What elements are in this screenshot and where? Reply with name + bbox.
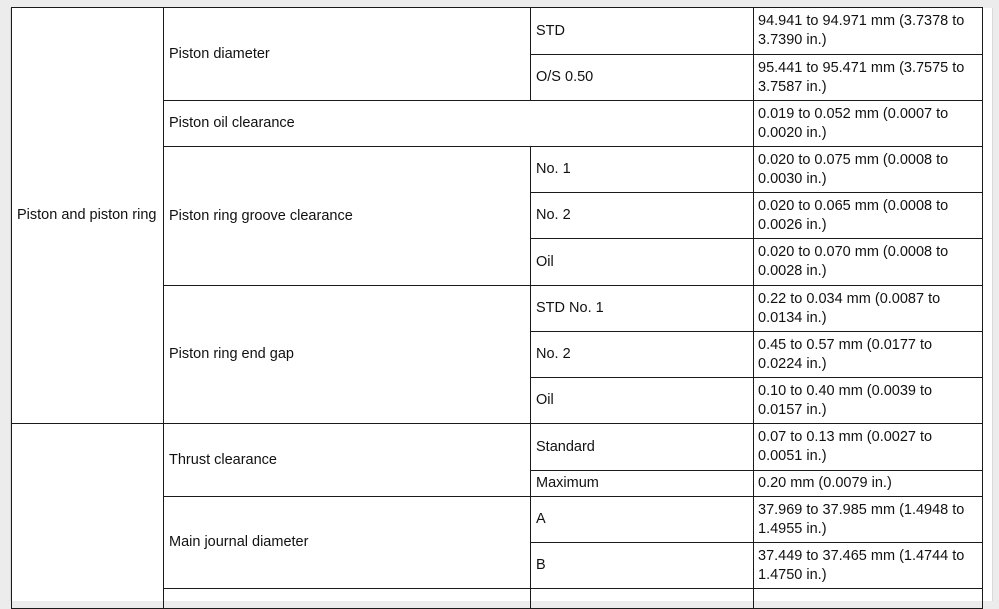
item-cell-empty bbox=[164, 589, 531, 609]
value-cell: 0.10 to 0.40 mm (0.0039 to 0.0157 in.) bbox=[754, 378, 983, 424]
spec-table bbox=[11, 7, 983, 609]
sub-cell: No. 2 bbox=[531, 332, 754, 378]
sub-cell: Oil bbox=[531, 239, 754, 286]
value-cell-empty bbox=[754, 589, 983, 609]
value-cell: 0.07 to 0.13 mm (0.0027 to 0.0051 in.) bbox=[754, 424, 983, 471]
value-cell: 0.020 to 0.075 mm (0.0008 to 0.0030 in.) bbox=[754, 147, 983, 193]
value-cell: 0.020 to 0.065 mm (0.0008 to 0.0026 in.) bbox=[754, 193, 983, 239]
category-cell: Piston and piston ring bbox=[12, 8, 164, 424]
value-cell: 0.020 to 0.070 mm (0.0008 to 0.0028 in.) bbox=[754, 239, 983, 286]
sub-cell: Oil bbox=[531, 378, 754, 424]
value-cell: 37.449 to 37.465 mm (1.4744 to 1.4750 in.) bbox=[754, 543, 983, 589]
table-row bbox=[12, 8, 983, 55]
sub-cell: STD No. 1 bbox=[531, 286, 754, 332]
sub-cell: No. 1 bbox=[531, 147, 754, 193]
item-cell: Main journal diameter bbox=[164, 497, 531, 589]
sub-cell-empty bbox=[531, 589, 754, 609]
sub-cell: A bbox=[531, 497, 754, 543]
value-cell: 0.20 mm (0.0079 in.) bbox=[754, 471, 983, 497]
sub-cell: STD bbox=[531, 8, 754, 55]
sub-cell: Maximum bbox=[531, 471, 754, 497]
item-cell: Piston ring groove clearance bbox=[164, 147, 531, 286]
item-cell: Piston ring end gap bbox=[164, 286, 531, 424]
value-cell: 94.941 to 94.971 mm (3.7378 to 3.7390 in.) bbox=[754, 8, 983, 55]
item-cell: Piston oil clearance bbox=[164, 101, 754, 147]
table-row bbox=[12, 424, 983, 471]
value-cell: 0.22 to 0.034 mm (0.0087 to 0.0134 in.) bbox=[754, 286, 983, 332]
value-cell: 0.45 to 0.57 mm (0.0177 to 0.0224 in.) bbox=[754, 332, 983, 378]
sub-cell: B bbox=[531, 543, 754, 589]
sub-cell: No. 2 bbox=[531, 193, 754, 239]
item-cell: Piston diameter bbox=[164, 8, 531, 101]
value-cell: 95.441 to 95.471 mm (3.7575 to 3.7587 in.) bbox=[754, 55, 983, 101]
value-cell: 37.969 to 37.985 mm (1.4948 to 1.4955 in.) bbox=[754, 497, 983, 543]
sub-cell: Standard bbox=[531, 424, 754, 471]
category-cell bbox=[12, 424, 164, 609]
item-cell: Thrust clearance bbox=[164, 424, 531, 497]
value-cell: 0.019 to 0.052 mm (0.0007 to 0.0020 in.) bbox=[754, 101, 983, 147]
sub-cell: O/S 0.50 bbox=[531, 55, 754, 101]
